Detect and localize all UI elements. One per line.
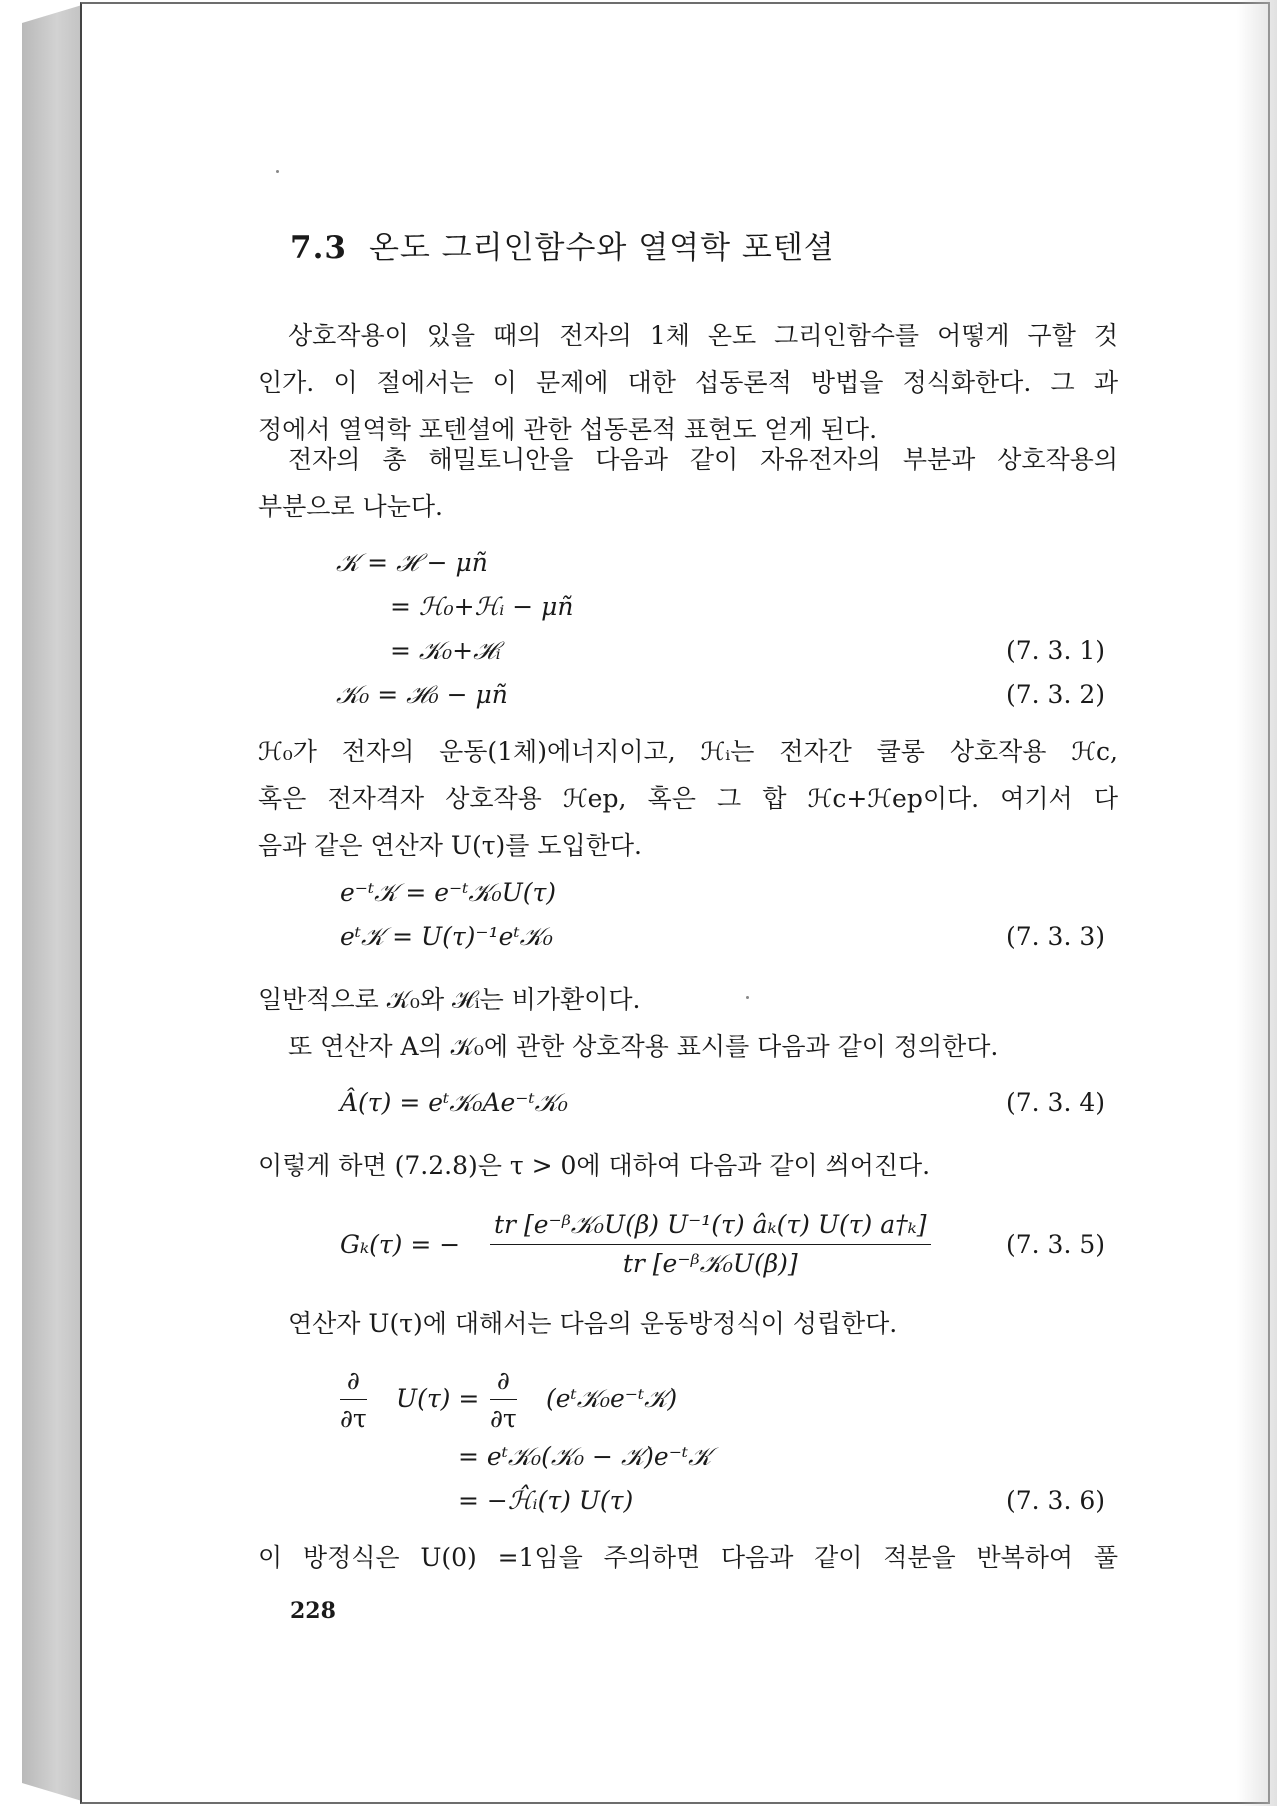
- text-line: 연산자 U(τ)에 대해서는 다음의 운동방정식이 성립한다.: [288, 1309, 898, 1338]
- fraction-numerator: tr [e⁻ᵝ𝒦₀U(β) U⁻¹(τ) âₖ(τ) U(τ) a†ₖ]: [490, 1210, 931, 1245]
- equation-lhs: Gₖ(τ) = −: [340, 1230, 461, 1259]
- text-line: 이렇게 하면 (7.2.8)은 τ > 0에 대하여 다음과 같이 씌어진다.: [258, 1151, 931, 1180]
- speck: [746, 996, 749, 999]
- equation-line: = ℋ₀+ℋᵢ − μñ: [390, 592, 574, 621]
- book-spine: [22, 5, 82, 1801]
- derivative-numerator: ∂: [490, 1366, 517, 1400]
- equation-number: (7. 3. 2): [1006, 680, 1106, 709]
- text-line: 상호작용이 있을 때의 전자의 1체 온도 그리인함수를 어떻게 구할 것: [288, 321, 1118, 350]
- equation-number: (7. 3. 4): [1006, 1088, 1106, 1117]
- equation-number: (7. 3. 5): [1006, 1230, 1106, 1259]
- page-number: 228: [290, 1598, 336, 1624]
- derivative-denominator: ∂τ: [340, 1404, 367, 1433]
- equation-line: Â(τ) = eᵗ𝒦₀Ae⁻ᵗ𝒦₀: [340, 1088, 568, 1117]
- equation-line: 𝒦 = ℋ − μñ: [336, 548, 488, 577]
- equation-line: U(τ) =: [396, 1384, 480, 1413]
- text-line: 이 방정식은 U(0) =1임을 주의하면 다음과 같이 적분을 반복하여 풀: [258, 1543, 1118, 1572]
- paragraph-1: [258, 312, 1118, 453]
- page-shadow: [1237, 0, 1277, 1806]
- fraction: [490, 1210, 931, 1279]
- derivative: [340, 1366, 367, 1433]
- derivative: [490, 1366, 517, 1433]
- equation-line: eᵗ𝒦 = U(τ)⁻¹eᵗ𝒦₀: [340, 922, 553, 951]
- equation-number: (7. 3. 3): [1006, 922, 1106, 951]
- section-title-text: 온도 그리인함수와 열역학 포텐셜: [368, 230, 835, 266]
- derivative-denominator: ∂τ: [490, 1404, 517, 1433]
- paragraph-7: [258, 1534, 1118, 1581]
- text-line: 인가. 이 절에서는 이 문제에 대한 섭동론적 방법을 정식화한다. 그 과: [258, 368, 1118, 397]
- section-number: 7.3: [290, 230, 347, 266]
- text-line: 음과 같은 연산자 U(τ)를 도입한다.: [258, 831, 642, 860]
- text-line: 일반적으로 𝒦₀와 ℋᵢ는 비가환이다.: [258, 985, 641, 1014]
- text-line: 정에서 열역학 포텐셜에 관한 섭동론적 표현도 얻게 된다.: [258, 415, 878, 444]
- paragraph-4: [258, 976, 1118, 1070]
- equation-line: e⁻ᵗ𝒦 = e⁻ᵗ𝒦₀U(τ): [340, 878, 557, 907]
- equation-line: = −ℋ̂ᵢ(τ) U(τ): [458, 1486, 634, 1515]
- text-line: 또 연산자 A의 𝒦₀에 관한 상호작용 표시를 다음과 같이 정의한다.: [288, 1032, 999, 1061]
- speck: [276, 170, 279, 173]
- text-line: ℋ₀가 전자의 운동(1체)에너지이고, ℋᵢ는 전자간 쿨롱 상호작용 ℋc,: [258, 737, 1118, 766]
- paragraph-6: [258, 1300, 1118, 1347]
- equation-line: = 𝒦₀+ℋᵢ: [390, 636, 501, 665]
- fraction-denominator: tr [e⁻ᵝ𝒦₀U(β)]: [622, 1249, 798, 1278]
- equation-line: = eᵗ𝒦₀(𝒦₀ − 𝒦)e⁻ᵗ𝒦: [458, 1442, 712, 1471]
- text-line: 혹은 전자격자 상호작용 ℋep, 혹은 그 합 ℋc+ℋep이다. 여기서 다: [258, 784, 1118, 813]
- text-line: 부분으로 나눈다.: [258, 492, 443, 521]
- equation-line: (eᵗ𝒦₀e⁻ᵗ𝒦): [546, 1384, 678, 1413]
- paragraph-5: [258, 1142, 1118, 1189]
- equation-number: (7. 3. 6): [1006, 1486, 1106, 1515]
- paragraph-2: [258, 436, 1118, 530]
- text-line: 전자의 총 해밀토니안을 다음과 같이 자유전자의 부분과 상호작용의: [288, 445, 1118, 474]
- equation-number: (7. 3. 1): [1006, 636, 1106, 665]
- paragraph-3: [258, 728, 1118, 869]
- section-title: [290, 222, 835, 267]
- derivative-numerator: ∂: [340, 1366, 367, 1400]
- equation-line: 𝒦₀ = ℋ₀ − μñ: [336, 680, 508, 709]
